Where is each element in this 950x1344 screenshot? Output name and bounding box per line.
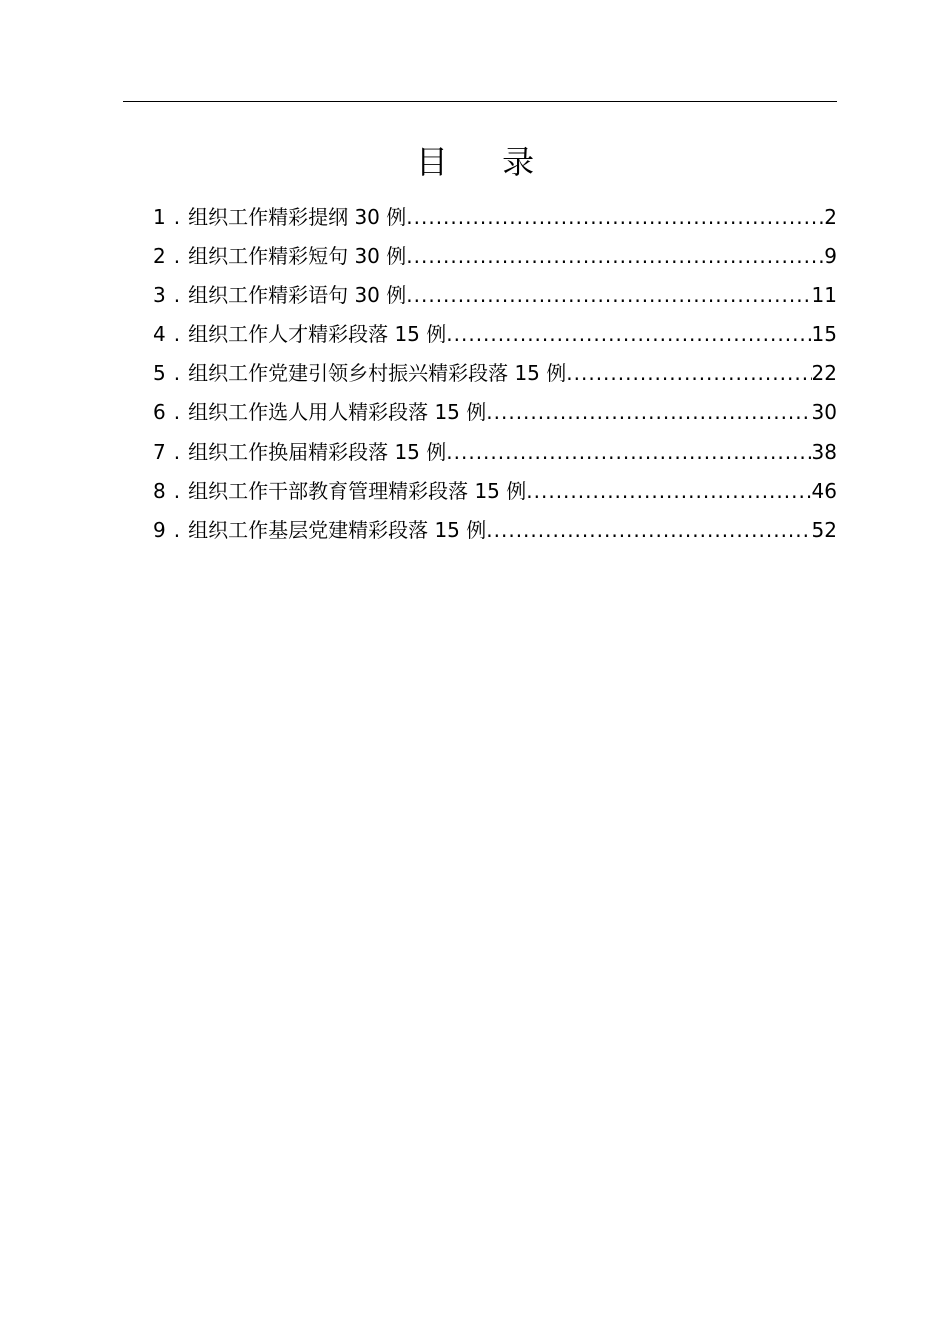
toc-dot-leader [406, 201, 824, 233]
table-of-contents [153, 201, 837, 553]
toc-entry-number: 5 [153, 361, 166, 386]
toc-entry-number: 4 [153, 322, 166, 347]
toc-entry-separator: . [173, 439, 181, 464]
toc-entry-page: 52 [811, 517, 837, 542]
toc-entry-title: 组织工作党建引领乡村振兴精彩段落 15 例 [188, 361, 567, 386]
toc-entry-number: 3 [153, 283, 166, 308]
toc-entry-page: 30 [811, 400, 837, 425]
toc-entry-page: 15 [811, 322, 837, 347]
toc-entry-number: 8 [153, 478, 166, 503]
toc-entry[interactable] [153, 357, 837, 396]
toc-entry-page: 2 [824, 205, 837, 229]
toc-entry-title: 组织工作换届精彩段落 15 例 [188, 439, 447, 464]
toc-entry[interactable] [153, 514, 837, 553]
toc-entry-title: 组织工作人才精彩段落 15 例 [188, 322, 447, 347]
toc-entry-page: 9 [824, 244, 837, 269]
toc-entry-separator: . [173, 244, 181, 269]
toc-entry-separator: . [173, 205, 181, 229]
toc-dot-leader [486, 514, 811, 546]
toc-dot-leader [406, 240, 824, 272]
toc-entry-title: 组织工作基层党建精彩段落 15 例 [188, 517, 487, 542]
toc-entry-number: 7 [153, 439, 166, 464]
toc-dot-leader [486, 396, 811, 428]
toc-entry-number: 2 [153, 244, 166, 269]
toc-dot-leader [446, 436, 811, 468]
toc-dot-leader [446, 318, 811, 350]
toc-entry-separator: . [173, 517, 181, 542]
toc-entry-page: 11 [811, 283, 837, 308]
toc-entry[interactable] [153, 318, 837, 357]
toc-entry[interactable] [153, 396, 837, 435]
toc-entry-number: 6 [153, 400, 166, 425]
toc-entry[interactable] [153, 201, 837, 240]
toc-entry-separator: . [173, 361, 181, 386]
header-rule [123, 101, 837, 102]
toc-entry-page: 38 [811, 439, 837, 464]
toc-entry-separator: . [173, 478, 181, 503]
toc-entry-title: 组织工作精彩提纲 30 例 [188, 205, 407, 229]
toc-dot-leader [566, 357, 811, 389]
toc-entry-number: 9 [153, 517, 166, 542]
page-title: 目 录 [415, 143, 557, 181]
toc-entry-page: 46 [811, 478, 837, 503]
toc-entry[interactable] [153, 240, 837, 279]
toc-entry-title: 组织工作精彩语句 30 例 [188, 283, 407, 308]
toc-entry-title: 组织工作选人用人精彩段落 15 例 [188, 400, 487, 425]
toc-entry-page: 22 [811, 361, 837, 386]
toc-entry-separator: . [173, 400, 181, 425]
toc-dot-leader [406, 279, 811, 311]
toc-entry-number: 1 [153, 205, 166, 229]
toc-entry-separator: . [173, 283, 181, 308]
toc-dot-leader [526, 475, 811, 507]
toc-entry[interactable] [153, 279, 837, 318]
toc-entry-separator: . [173, 322, 181, 347]
toc-entry-title: 组织工作精彩短句 30 例 [188, 244, 407, 269]
toc-entry-title: 组织工作干部教育管理精彩段落 15 例 [188, 478, 527, 503]
toc-entry[interactable] [153, 436, 837, 475]
toc-entry[interactable] [153, 475, 837, 514]
